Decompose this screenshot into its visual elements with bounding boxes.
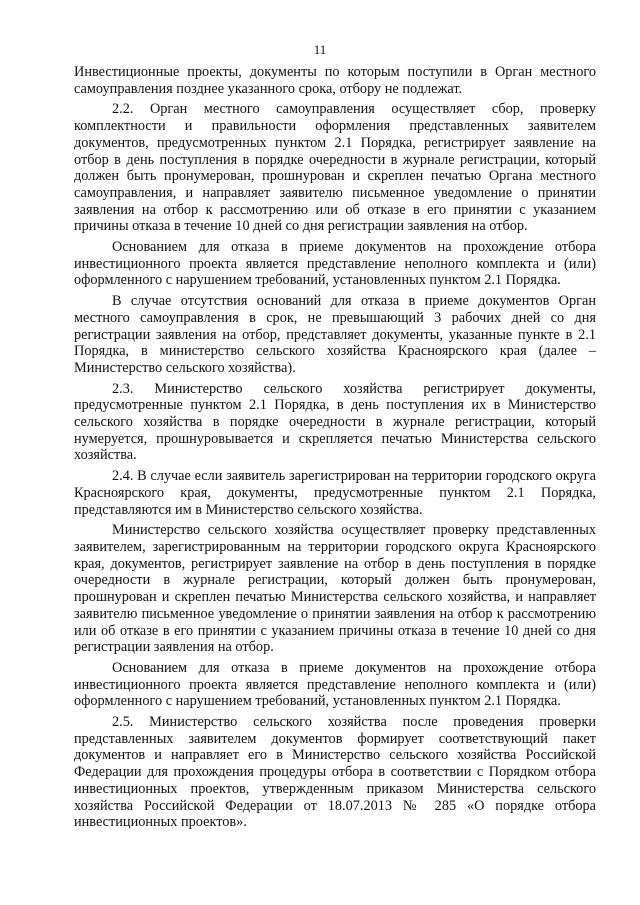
paragraph: Основанием для отказа в приеме документов на прохождение отбора инвестиционного проекта является представление неполного комплекта и (или) оформленного с нарушением требований, установленных пунктом 2.1 Порядка.: [74, 239, 596, 289]
paragraph: Инвестиционные проекты, документы по которым поступили в Орган местного самоуправления позднее указанного срока, отбору не подлежат.: [74, 64, 596, 97]
paragraph: 2.5. Министерство сельского хозяйства после проведения проверки представленных заявителем документов формирует соответствующий пакет документов и направляет его в Министерство сельского хозяйства Российской Федерации для прохождения процедуры отбора в соответствии с Порядком отбора инвестиционных проектов, утвержденным приказом Министерства сельского хозяйства Российской Федерации от 18.07.2013 № 285 «О порядке отбора инвестиционных проектов».: [74, 714, 596, 831]
paragraph: В случае отсутствия оснований для отказа в приеме документов Орган местного самоуправления в срок, не превышающий 3 рабочих дней со дня регистрации заявления на отбор, представляет документы, указанные пункте в 2.1 Порядка, в министерство сельского хозяйства Красноярского края (далее – Министерство сельского хозяйства).: [74, 293, 596, 376]
paragraph: Министерство сельского хозяйства осуществляет проверку представленных заявителем, зарегистрированным на территории городского округа Красноярского края, документов, регистрирует заявление на отбор в день поступления в порядке очередности в журнале регистрации, который должен быть пронумерован, прошнурован и скреплен печатью Министерства сельского хозяйства, и направляет заявителю письменное уведомление о принятии заявления на отбор к рассмотрению или об отказе в его принятии с указанием причины отказа в течение 10 дней со дня регистрации заявления на отбор.: [74, 522, 596, 656]
page-number: 11: [313, 42, 327, 57]
document-body: [74, 64, 596, 835]
paragraph: 2.3. Министерство сельского хозяйства регистрирует документы, предусмотренные пунктом 2.1 Порядка, в день поступления их в Министерство сельского хозяйства в порядке очередности в журнале регистрации, который нумеруется, прошнуровывается и скрепляется печатью Министерства сельского хозяйства.: [74, 380, 596, 464]
paragraph: 2.4. В случае если заявитель зарегистрирован на территории городского округа Красноярского края, документы, предусмотренные пунктом 2.1 Порядка, представляются им в Министерство сельского хозяйства.: [74, 468, 596, 518]
paragraph: Основанием для отказа в приеме документов на прохождение отбора инвестиционного проекта является представление неполного комплекта и (или) оформленного с нарушением требований, установленных пунктом 2.1 Порядка.: [74, 659, 596, 710]
paragraph: 2.2. Орган местного самоуправления осуществляет сбор, проверку комплектности и правильности оформления представленных заявителем документов, предусмотренных пунктом 2.1 Порядка, регистрирует заявление на отбор в день поступления в порядке очередности в журнале регистрации, который должен быть пронумерован, прошнурован и скреплен печатью Органа местного самоуправления, и направляет заявителю письменное уведомление о принятии заявления на отбор к рассмотрению или об отказе в его принятии с указанием причины отказа в течение 10 дней со дня регистрации заявления на отбор.: [74, 101, 596, 235]
